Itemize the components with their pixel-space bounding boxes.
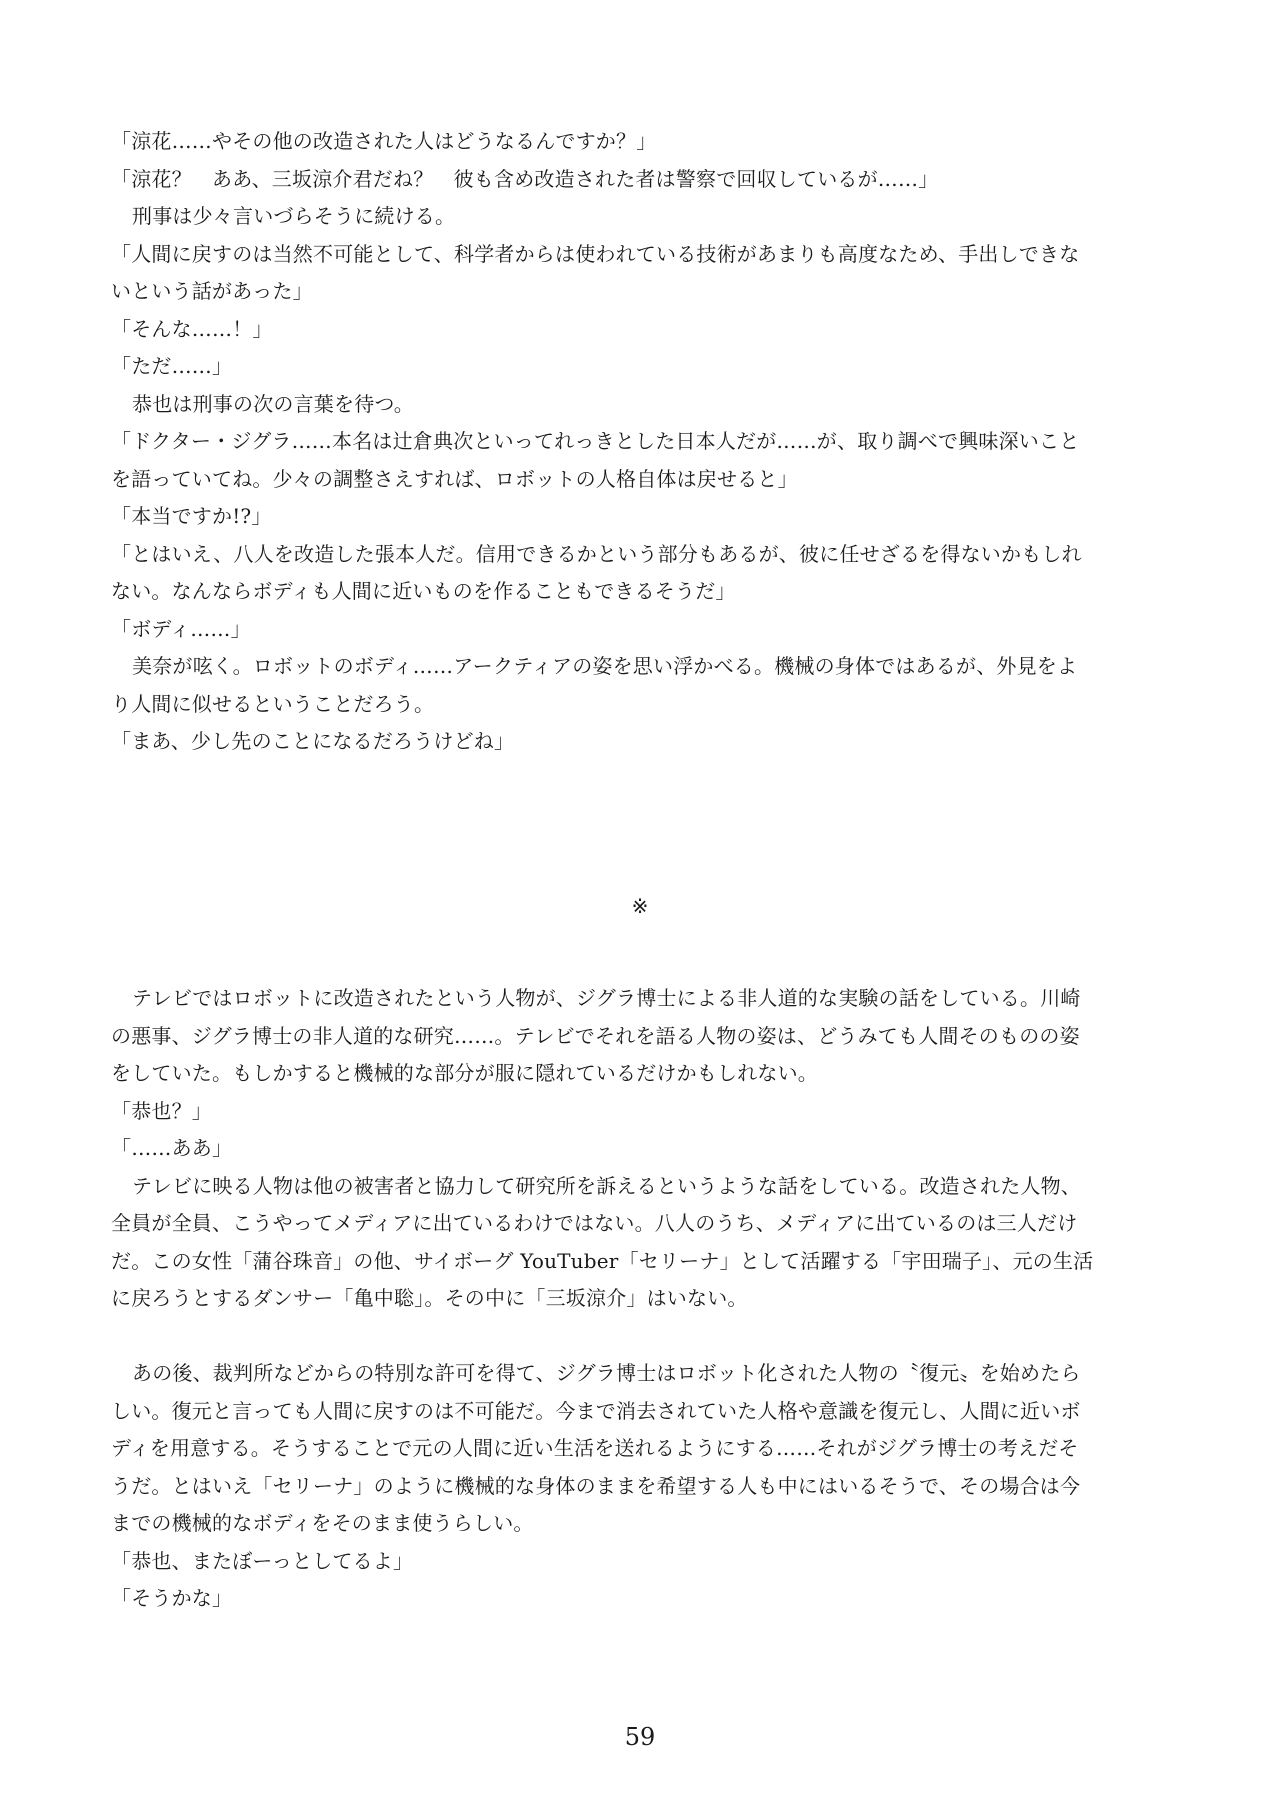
text-section-1 [111, 123, 1181, 761]
text-line: テレビではロボットに改造されたという人物が、ジグラ博士による非人道的な実験の話をしている。川崎 [132, 986, 1081, 1010]
text-line: あの後、裁判所などからの特別な許可を得て、ジグラ博士はロボット化された人物の〝復元〟を始めたら [132, 1361, 1081, 1385]
text-line: いという話があった」 [111, 279, 313, 303]
text-line: 「涼花？ ああ、三坂涼介君だね？ 彼も含め改造された者は警察で回収しているが……」 [111, 166, 939, 191]
text-line: の悪事、ジグラ博士の非人道的な研究……。テレビでそれを語る人物の姿は、どうみても人間そのものの姿 [111, 1023, 1080, 1048]
text-line: ない。なんならボディも人間に近いものを作ることもできるそうだ」 [111, 579, 736, 603]
text-line: しい。復元と言っても人間に戻すのは不可能だ。今まで消去されていた人格や意識を復元し、人間に近いボ [111, 1398, 1081, 1423]
text-line: 美奈が呟く。ロボットのボディ……アークティアの姿を思い浮かべる。機械の身体ではあるが、外見をよ [132, 654, 1078, 678]
text-line: 「涼花……やその他の改造された人はどうなるんですか？」 [111, 129, 657, 153]
text-line: だ。この女性「蒲谷珠音」の他、サイボーグ YouTuber「セリーナ」として活躍する「宇田瑞子」、元の生活 [111, 1248, 1094, 1273]
text-line: に戻ろうとするダンサー「亀中聡」。その中に「三坂涼介」はいない。 [111, 1286, 748, 1310]
text-line: テレビに映る人物は他の被害者と協力して研究所を訴えるというような話をしている。改造された人物、 [132, 1173, 1081, 1198]
paragraph-gap [111, 1318, 1181, 1356]
text-line: ディを用意する。そうすることで元の人間に近い生活を送れるようにする……それがジグラ博士の考えだそ [111, 1436, 1079, 1460]
text-line: を語っていてね。少々の調整さえすれば、ロボットの人格自体は戻せると」 [111, 466, 798, 491]
text-line: 「恭也？」 [111, 1098, 212, 1123]
text-line: 恭也は刑事の次の言葉を待つ。 [132, 391, 414, 416]
text-line: り人間に似せるということだろう。 [111, 691, 435, 716]
text-line: 全員が全員、こうやってメディアに出ているわけではない。八人のうち、メディアに出ているのは三人だけ [111, 1211, 1078, 1235]
section-divider: ※ [631, 894, 649, 918]
text-line: 「そうかな」 [111, 1586, 233, 1610]
text-line: 「本当ですか!?」 [111, 504, 272, 528]
text-line: 「人間に戻すのは当然不可能として、科学者からは使われている技術があまりも高度なため、手出しできな [111, 241, 1080, 266]
text-line: をしていた。もしかすると機械的な部分が服に隠れているだけかもしれない。 [111, 1061, 818, 1085]
text-line: までの機械的なボディをそのまま使うらしい。 [111, 1511, 534, 1535]
text-line: 「そんな……！」 [111, 316, 273, 341]
text-line: 「ボディ……」 [111, 616, 251, 641]
text-line: 「まあ、少し先のことになるだろうけどね」 [111, 729, 515, 753]
page-number: 59 [624, 1723, 656, 1751]
text-line: 「ただ……」 [111, 354, 233, 378]
text-line: 「恭也、またぼーっとしてるよ」 [111, 1548, 414, 1573]
text-line: うだ。とはいえ「セリーナ」のように機械的な身体のままを希望する人も中にはいるそうで、その場合は今 [111, 1473, 1081, 1498]
text-line: 刑事は少々言いづらそうに続ける。 [132, 204, 456, 228]
text-section-2 [111, 980, 1181, 1618]
paragraph-group-tv [111, 980, 1181, 1318]
text-line: 「ドクター・ジグラ……本名は辻倉典次といってれっきとした日本人だが……が、取り調べで興味深いこと [111, 429, 1080, 453]
text-line: 「とはいえ、八人を改造した張本人だ。信用できるかという部分もあるが、彼に任せざるを得ないかもしれ [111, 541, 1082, 566]
text-line: 「……ああ」 [111, 1136, 233, 1160]
paragraph-group-restoration [111, 1355, 1181, 1618]
